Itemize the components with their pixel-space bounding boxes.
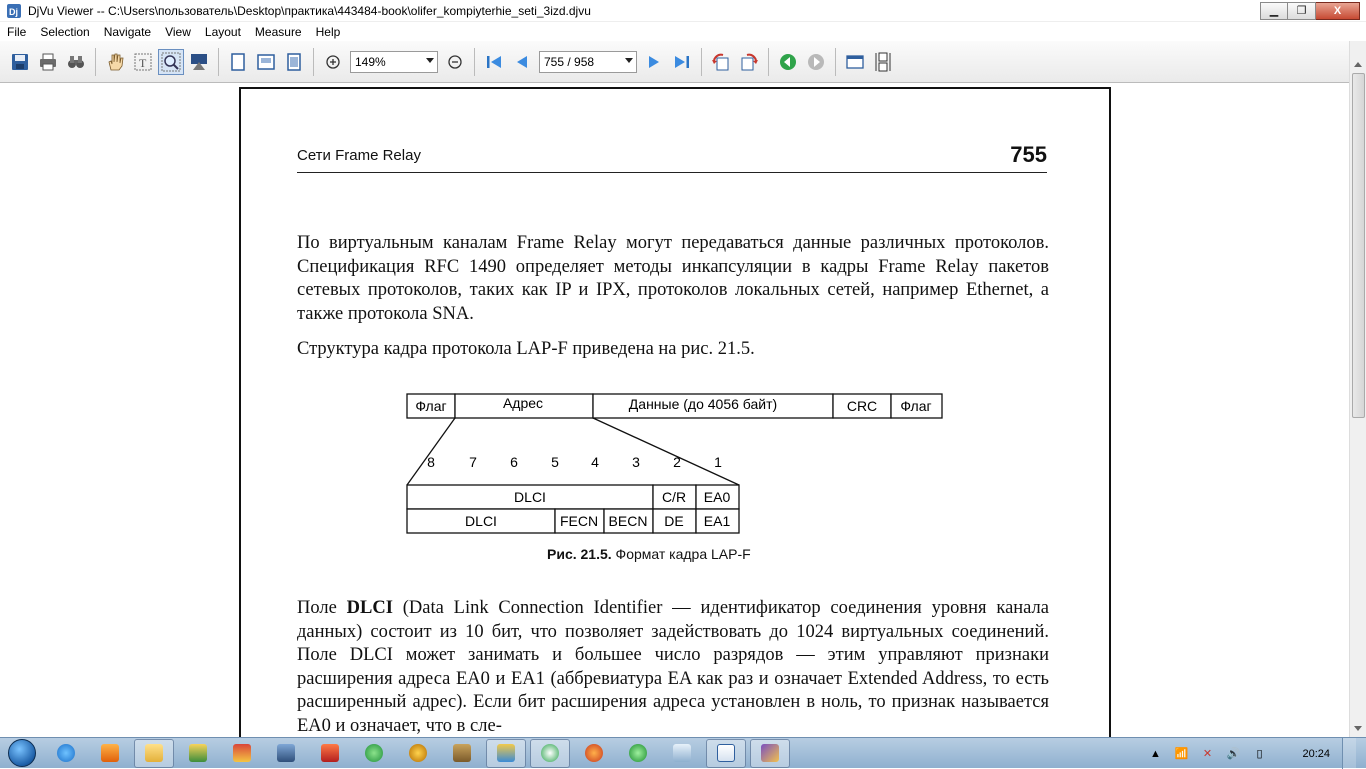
snapshot-button[interactable] xyxy=(186,49,212,75)
continuous-pages-icon xyxy=(873,52,893,72)
fit-width-icon xyxy=(256,52,276,72)
system-tray xyxy=(1142,738,1366,769)
rotate-left-button[interactable] xyxy=(708,49,734,75)
toolbar-separator xyxy=(95,48,96,76)
back-button[interactable] xyxy=(775,49,801,75)
folder-icon xyxy=(145,744,163,762)
fit-page-icon xyxy=(284,52,304,72)
paragraph-3 xyxy=(297,597,1049,737)
page-select[interactable] xyxy=(539,51,637,73)
djvu-icon xyxy=(761,744,779,762)
hand-tool-button[interactable] xyxy=(102,49,128,75)
app-icon xyxy=(365,744,383,762)
paragraph-3-term: DLCI xyxy=(346,598,393,618)
figure-caption xyxy=(547,546,751,562)
taskbar-app-2[interactable] xyxy=(222,739,262,768)
save-button[interactable] xyxy=(7,49,33,75)
windows-logo-icon xyxy=(8,739,36,767)
text-select-icon xyxy=(133,52,153,72)
menu-navigate[interactable]: Navigate xyxy=(103,24,152,39)
taskbar-app-3[interactable] xyxy=(266,739,306,768)
chevron-down-icon xyxy=(625,58,633,63)
document-page xyxy=(239,87,1111,737)
document-viewport[interactable] xyxy=(0,84,1349,737)
first-page-icon xyxy=(484,52,504,72)
zoom-in-button[interactable] xyxy=(320,49,346,75)
fit-page-button[interactable] xyxy=(281,49,307,75)
figure-caption-text: Формат кадра LAP-F xyxy=(615,546,751,562)
toolbar xyxy=(0,41,1366,83)
paragraph-1: По виртуальным каналам Frame Relay могут передаваться данные различных протоколов. Спецификация RFC 1490 определяет методы инкапсуляции в кадры Frame Relay пакетов сетевых протоколов, таких как IP и IPX, протоколов локальных сетей, например Ethernet, а также протокола SNA. xyxy=(297,233,1049,324)
show-hidden-icons-icon[interactable]: ▲ xyxy=(1150,747,1161,760)
page-number: 755 xyxy=(1010,142,1047,167)
taskbar-app-11[interactable] xyxy=(662,739,702,768)
field-address: Адрес xyxy=(502,395,544,411)
running-header-title: Сети Frame Relay xyxy=(297,147,421,164)
expand-line-right xyxy=(593,418,739,485)
menu-measure[interactable]: Measure xyxy=(254,24,302,39)
field-data: Данные (до 4056 байт) xyxy=(628,396,778,412)
octet2-becn: BECN xyxy=(608,513,648,529)
region-select-icon xyxy=(189,52,209,72)
zoom-value: 149% xyxy=(355,54,386,69)
octet1-ea0: EA0 xyxy=(703,489,731,505)
toolbar-separator xyxy=(474,48,475,76)
scroll-down-arrow-icon[interactable] xyxy=(1354,726,1362,731)
page-value: 755 / 958 xyxy=(544,54,595,69)
app-icon xyxy=(497,744,515,762)
bit-number: 2 xyxy=(673,454,681,470)
field-crc: CRC xyxy=(846,398,878,414)
zoom-out-icon xyxy=(445,52,465,72)
djvu-app-icon xyxy=(6,3,22,19)
hand-icon xyxy=(105,52,125,72)
scrollbar-thumb[interactable] xyxy=(1352,73,1365,418)
rotate-left-icon xyxy=(711,52,731,72)
app-icon xyxy=(629,744,647,762)
network-disconnected-icon[interactable]: ✕ xyxy=(1202,748,1213,760)
taskbar-app-6[interactable] xyxy=(398,739,438,768)
paragraph-2: Структура кадра протокола LAP-F приведена на рис. 21.5. xyxy=(297,339,755,359)
app-icon xyxy=(189,744,207,762)
single-page-icon xyxy=(228,52,248,72)
octet2-ea1: EA1 xyxy=(703,513,731,529)
menu-layout[interactable]: Layout xyxy=(204,24,241,39)
octet2-fecn: FECN xyxy=(559,513,599,529)
battery-icon[interactable]: ▯ xyxy=(1256,748,1263,760)
bit-number: 8 xyxy=(427,454,435,470)
title-bar xyxy=(0,0,1366,22)
rotate-right-button[interactable] xyxy=(736,49,762,75)
svg-text:Dj: Dj xyxy=(9,6,18,17)
bit-number: 3 xyxy=(632,454,640,470)
taskbar-app-9[interactable] xyxy=(530,739,570,768)
header-rule xyxy=(297,172,1047,173)
taskbar-app-10[interactable] xyxy=(618,739,658,768)
zoom-out-button[interactable] xyxy=(442,49,468,75)
rotate-right-icon xyxy=(739,52,759,72)
print-button[interactable] xyxy=(35,49,61,75)
expand-line-left xyxy=(407,418,455,485)
svg-text:T: T xyxy=(139,55,147,70)
zoom-in-icon xyxy=(323,52,343,72)
taskbar-media-player[interactable] xyxy=(90,739,130,768)
taskbar-app-5[interactable] xyxy=(354,739,394,768)
toolbar-separator xyxy=(835,48,836,76)
menu-file[interactable]: File xyxy=(7,24,27,39)
thumbnails-icon xyxy=(845,52,865,72)
toolbar-separator xyxy=(218,48,219,76)
windows-taskbar xyxy=(0,737,1366,768)
app-icon xyxy=(541,744,559,762)
menu-view[interactable]: View xyxy=(165,24,191,39)
show-desktop-button[interactable] xyxy=(1342,738,1356,769)
network-signal-icon[interactable]: 📶 xyxy=(1174,748,1189,760)
single-page-button[interactable] xyxy=(225,49,251,75)
taskbar-ie[interactable] xyxy=(46,739,86,768)
find-button[interactable] xyxy=(63,49,89,75)
last-page-icon xyxy=(672,52,692,72)
text-select-button[interactable] xyxy=(130,49,156,75)
zoom-select[interactable] xyxy=(350,51,438,73)
menu-bar xyxy=(0,22,1366,41)
octet1-dlci: DLCI xyxy=(514,489,546,505)
save-icon xyxy=(10,52,30,72)
octet1-cr: C/R xyxy=(661,489,687,505)
bit-number: 7 xyxy=(469,454,477,470)
scroll-up-arrow-icon[interactable] xyxy=(1354,62,1362,67)
app-icon xyxy=(453,744,471,762)
app-icon xyxy=(321,744,339,762)
forward-icon xyxy=(806,52,826,72)
field-flag-start: Флаг xyxy=(415,398,447,414)
volume-icon[interactable]: 🔊 xyxy=(1226,748,1241,760)
internet-explorer-icon xyxy=(57,744,75,762)
taskbar-explorer[interactable] xyxy=(134,739,174,768)
field-flag-end: Флаг xyxy=(900,398,932,414)
back-icon xyxy=(778,52,798,72)
toolbar-separator xyxy=(701,48,702,76)
app-icon xyxy=(277,744,295,762)
minimize-button[interactable]: ▁ xyxy=(1260,2,1288,20)
next-page-icon xyxy=(644,52,664,72)
octet2-de: DE xyxy=(664,513,684,529)
menu-help[interactable]: Help xyxy=(315,24,341,39)
menu-selection[interactable]: Selection xyxy=(40,24,90,39)
toolbar-separator xyxy=(313,48,314,76)
taskbar-word[interactable] xyxy=(706,739,746,768)
zoom-select-button[interactable] xyxy=(158,49,184,75)
taskbar-djvu-viewer[interactable] xyxy=(750,739,790,768)
taskbar-app-4[interactable] xyxy=(310,739,350,768)
first-page-button[interactable] xyxy=(481,49,507,75)
toolbar-separator xyxy=(768,48,769,76)
previous-page-button[interactable] xyxy=(509,49,535,75)
taskbar-app-1[interactable] xyxy=(178,739,218,768)
forward-button[interactable] xyxy=(803,49,829,75)
maximize-button[interactable]: ❐ xyxy=(1288,2,1316,20)
bit-number: 6 xyxy=(510,454,518,470)
close-button[interactable]: X xyxy=(1316,2,1360,20)
bit-number: 5 xyxy=(551,454,559,470)
zoom-rect-icon xyxy=(161,52,181,72)
next-page-button[interactable] xyxy=(641,49,667,75)
window-title: DjVu Viewer -- C:\Users\пользователь\Desktop\практика\443484-book\olifer_kompiyterhie_seti_3izd.djvu xyxy=(28,3,591,18)
clock[interactable]: 20:24 xyxy=(1302,747,1330,760)
previous-page-icon xyxy=(512,52,532,72)
last-page-button[interactable] xyxy=(669,49,695,75)
start-button[interactable] xyxy=(0,738,44,769)
taskbar-app-8[interactable] xyxy=(486,739,526,768)
media-player-icon xyxy=(101,744,119,762)
figure-caption-label: Рис. 21.5. xyxy=(547,546,612,562)
sidebar-toggle-button[interactable] xyxy=(842,49,868,75)
app-icon xyxy=(233,744,251,762)
firefox-icon xyxy=(585,744,603,762)
vertical-scrollbar[interactable] xyxy=(1349,41,1366,737)
word-icon xyxy=(717,744,735,762)
fit-width-button[interactable] xyxy=(253,49,279,75)
paragraph-3-body: (Data Link Connection Identifier — идентификатор соединения уровня канала данных) состоит из 10 бит, что позволяет задействовать до 1024 виртуальных соединений. Поле DLCI может занимать и большее число разрядов — этим управляют признаки расширения адреса EA0 и EA1 (аббревиатура EA как раз и означает Extended Address, то есть расширенный адрес). Если бит расширения адреса установлен в ноль, то признак называется EA0 и означает, что в сле- xyxy=(297,598,1049,736)
taskbar-firefox[interactable] xyxy=(574,739,614,768)
app-icon xyxy=(673,744,691,762)
printer-icon xyxy=(38,52,58,72)
app-icon xyxy=(409,744,427,762)
bit-number: 4 xyxy=(591,454,599,470)
continuous-layout-button[interactable] xyxy=(870,49,896,75)
chevron-down-icon xyxy=(426,58,434,63)
taskbar-app-7[interactable] xyxy=(442,739,482,768)
binoculars-icon xyxy=(66,52,86,72)
bit-number: 1 xyxy=(714,454,722,470)
lapf-frame-diagram xyxy=(401,387,946,535)
paragraph-3-prefix: Поле xyxy=(297,598,347,618)
octet2-dlci: DLCI xyxy=(465,513,497,529)
